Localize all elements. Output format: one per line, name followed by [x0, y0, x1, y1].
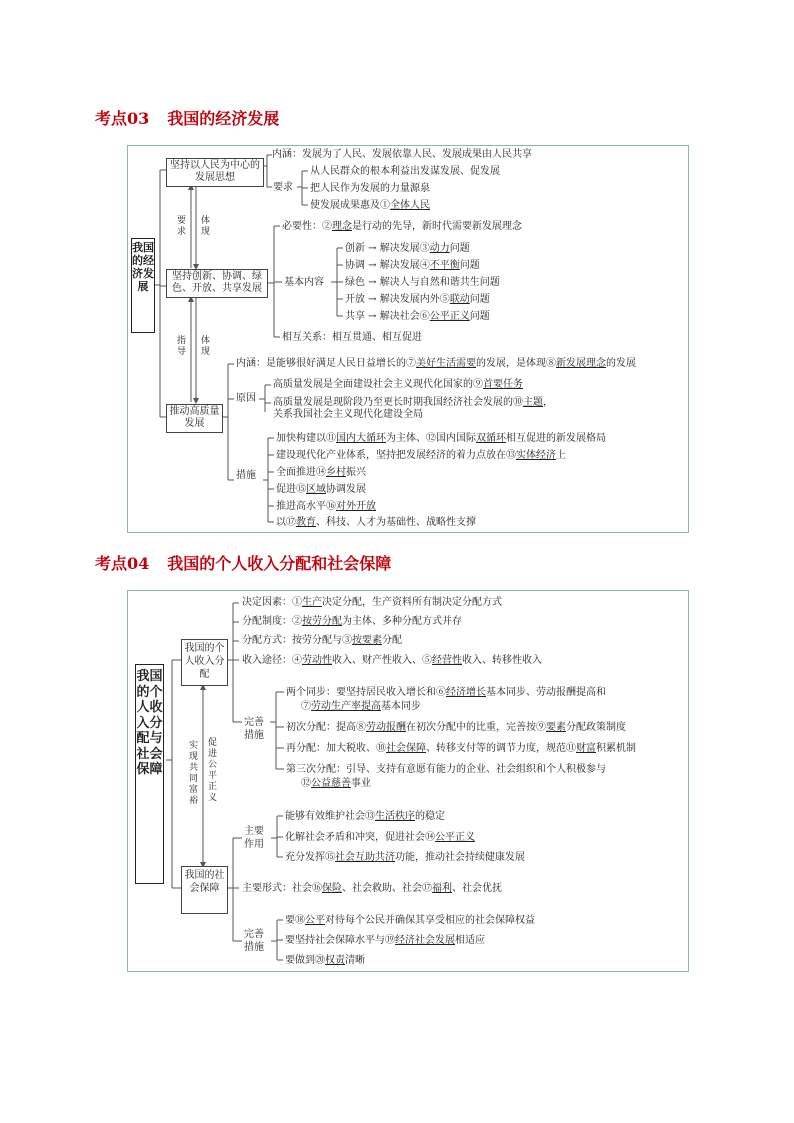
- section-3-number: 考点03: [95, 109, 150, 128]
- s3-n2-b1: 创新 → 解决发展③动力问题: [345, 243, 470, 254]
- section-4-title: 我国的个人收入分配和社会保障: [167, 554, 392, 573]
- s4-node-income: [181, 639, 228, 686]
- s3-n3-m2: 建设现代化产业体系，坚持把发展经济的着力点放在⑬实体经济上: [276, 450, 566, 461]
- s3-n1-req2: 把人民作为发展的力量源泉: [310, 183, 430, 194]
- s4-node-security: [181, 866, 228, 914]
- s4-w1: 两个同步：要坚持居民收入增长和⑥经济增长基本同步、劳动报酬提高和: [286, 687, 606, 698]
- s3-n3-neihan: 内涵：是能够很好满足人民日益增长的⑦美好生活需要的发展，是体现⑧新发展理念的发展: [236, 358, 636, 369]
- s3-n3-m3: 全面推进⑭乡村振兴: [276, 467, 366, 478]
- s3-n3-cuoshi: 措施: [236, 470, 256, 481]
- s4-wanshan2-label: 完善措施: [244, 929, 264, 953]
- s3-n1-neihan: 内涵：发展为了人民、发展依靠人民、发展成果由人民共享: [272, 149, 532, 160]
- s3-vlabel-b1: 指导: [176, 336, 186, 357]
- s4-vlabel-1: 实现共同富裕: [188, 741, 198, 806]
- section-3-title: 我国的经济发展: [167, 109, 280, 128]
- s4-a4: 收入途径：④劳动性收入、财产性收入、⑤经营性收入、转移性收入: [242, 655, 542, 666]
- s4-w3: 再分配：加大税收、⑩社会保障、转移支付等的调节力度，规范⑪财富积累机制: [286, 743, 636, 754]
- s3-root-label: 我国的经济发展: [132, 241, 154, 293]
- s4-root-box: [135, 664, 164, 884]
- s4-w4: 第三次分配：引导、支持有意愿有能力的企业、社会组织和个人积极参与: [286, 764, 606, 775]
- s4-p2: 要坚持社会保障水平与⑲经济社会发展相适应: [285, 935, 485, 946]
- s3-node1-label: 坚持以人民为中心的发展思想: [170, 160, 260, 183]
- s3-n3-m6: 以⑰教育、科技、人才为基础性、战略性支撑: [276, 517, 476, 528]
- s4-a3: 分配方式：按劳分配与③按要素分配: [242, 635, 402, 646]
- s3-n2-b2: 协调 → 解决发展④不平衡问题: [345, 260, 480, 271]
- s3-n2-basic: 基本内容: [284, 277, 324, 288]
- s4-z3: 充分发挥⑮社会互助共济功能，推动社会持续健康发展: [285, 852, 525, 863]
- s3-n2-necessity: 必要性：②理念是行动的先导，新时代需要新发展理念: [282, 221, 522, 232]
- s3-n3-yuanyin: 原因: [236, 393, 256, 404]
- s4-w1b: ⑦劳动生产率提高基本同步: [301, 701, 421, 712]
- s3-n2-b5: 共享 → 解决社会⑥公平正义问题: [345, 311, 490, 322]
- s4-a1: 决定因素：①生产决定分配，生产资料所有制决定分配方式: [242, 597, 502, 608]
- s3-n2-b3: 绿色 → 解决人与自然和谐共生问题: [345, 277, 500, 288]
- s4-vlabel-2: 促进公平正义: [207, 738, 217, 803]
- s3-n3-r2: 高质量发展是现阶段乃至更长时期我国经济社会发展的⑩主题，: [273, 397, 553, 408]
- s4-z2: 化解社会矛盾和冲突，促进社会⑭公平正义: [285, 832, 475, 843]
- s3-node3-label: 推动高质量发展: [169, 406, 220, 429]
- s4-z1: 能够有效维护社会⑬生活秩序的稳定: [285, 811, 445, 822]
- s4-node2-label: 我国的社会保障: [184, 870, 225, 894]
- s3-n3-m4: 促进⑮区域协调发展: [276, 484, 366, 495]
- s3-vlabel-a2: 体现: [200, 216, 210, 237]
- s4-w4b: ⑫公益慈善事业: [301, 778, 371, 789]
- s4-zhuyao-label: 主要作用: [244, 826, 264, 850]
- s3-n2-b4: 开放 → 解决发展内外⑤联动问题: [345, 294, 490, 305]
- s3-n1-req1: 从人民群众的根本利益出发谋发展、促发展: [310, 166, 500, 177]
- s3-vlabel-b2: 体现: [200, 336, 210, 357]
- s3-n3-r1: 高质量发展是全面建设社会主义现代化国家的⑨首要任务: [273, 379, 523, 390]
- s4-a2: 分配制度：②按劳分配为主体、多种分配方式并存: [242, 616, 462, 627]
- s4-root-label: 我国的个人收入分配与社会保障: [136, 669, 163, 777]
- s3-node2-label: 坚持创新、协调、绿色、开放、共享发展: [172, 271, 262, 294]
- s4-forms: 主要形式：社会⑯保险、社会救助、社会⑰福利、社会优抚: [242, 883, 502, 894]
- s4-p3: 要做到⑳权责清晰: [285, 955, 365, 966]
- s3-n3-m1: 加快构建以⑪国内大循环为主体、⑫国内国际双循环相互促进的新发展格局: [276, 433, 606, 444]
- s3-n2-relation: 相互关系：相互贯通、相互促进: [282, 332, 422, 343]
- s4-wanshan-label: 完善措施: [244, 717, 264, 741]
- section-4-number: 考点04: [95, 554, 150, 573]
- s3-n3-r3: 关系我国社会主义现代化建设全局: [273, 409, 423, 420]
- s4-node1-label: 我国的个人收入分配: [184, 643, 225, 680]
- s4-w2: 初次分配：提高⑧劳动报酬在初次分配中的比重，完善按⑨要素分配政策制度: [286, 722, 626, 733]
- s3-n3-m5: 推进高水平⑯对外开放: [276, 501, 376, 512]
- s3-n1-req3: 使发展成果惠及①全体人民: [310, 200, 430, 211]
- s3-vlabel-a1: 要求: [176, 216, 186, 237]
- s3-n1-yaoqiu: 要求: [273, 182, 293, 193]
- s4-p1: 要⑱公平对待每个公民并确保其享受相应的社会保障权益: [285, 915, 535, 926]
